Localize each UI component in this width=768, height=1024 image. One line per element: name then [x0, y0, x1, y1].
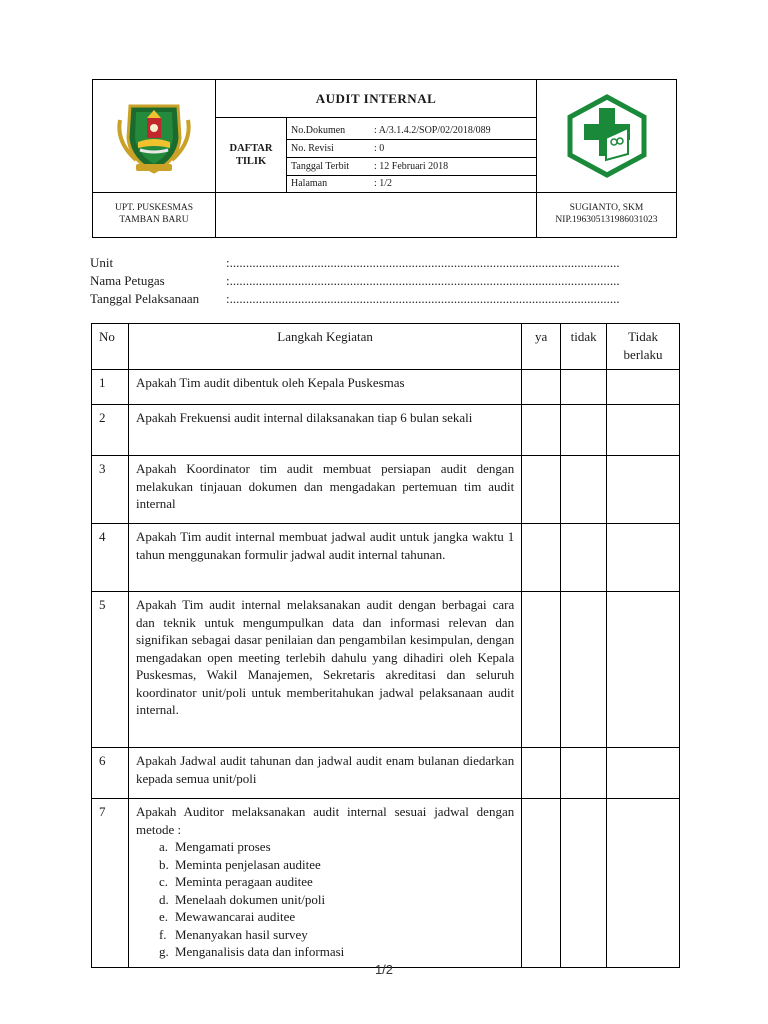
- list-item: [159, 891, 514, 909]
- list-item-text: Mengamati proses: [174, 839, 271, 854]
- meta-label: No. Revisi: [291, 143, 334, 154]
- list-marker: e.: [158, 909, 168, 924]
- check-cell-no[interactable]: [561, 370, 607, 405]
- list-marker: f.: [158, 926, 167, 942]
- meta-row-page: [286, 175, 536, 195]
- table-row: [92, 592, 680, 748]
- row-question: Apakah Tim audit dibentuk oleh Kepala Puskesmas: [128, 370, 521, 405]
- field-label: Tanggal Pelaksanaan: [90, 291, 200, 306]
- column-header-step: Langkah Kegiatan: [128, 324, 521, 370]
- meta-row-revision: [286, 140, 536, 160]
- check-cell-yes[interactable]: [522, 748, 561, 799]
- regional-emblem-icon: [116, 98, 192, 176]
- check-cell-yes[interactable]: [522, 524, 561, 592]
- check-cell-no[interactable]: [561, 799, 607, 968]
- table-row: [92, 799, 680, 968]
- list-marker: g.: [158, 944, 169, 959]
- check-cell-not-applicable[interactable]: [607, 405, 680, 456]
- check-cell-yes[interactable]: [522, 456, 561, 524]
- table-row: [92, 405, 680, 456]
- row-number: 7: [92, 799, 129, 968]
- list-item-text: Menganalisis data dan informasi: [174, 944, 345, 959]
- list-item-text: Mewawancarai auditee: [174, 909, 296, 924]
- list-item-text: Meminta penjelasan auditee: [174, 856, 321, 872]
- table-row: [92, 456, 680, 524]
- list-item-text: Meminta peragaan auditee: [174, 874, 313, 889]
- check-cell-not-applicable[interactable]: [607, 456, 680, 524]
- field-unit: [90, 255, 620, 271]
- meta-label: Tanggal Terbit: [291, 161, 350, 172]
- check-cell-not-applicable[interactable]: [607, 370, 680, 405]
- column-header-not-applicable: Tidak berlaku: [607, 324, 680, 370]
- check-cell-yes[interactable]: [522, 370, 561, 405]
- row-number: 5: [92, 592, 129, 748]
- list-item: [159, 926, 514, 944]
- row-number: 4: [92, 524, 129, 592]
- field-label: Unit: [90, 255, 114, 270]
- check-cell-not-applicable[interactable]: [607, 799, 680, 968]
- table-row: [92, 524, 680, 592]
- field-officer-name: [90, 273, 620, 289]
- list-item: [159, 943, 514, 961]
- row-question: Apakah Koordinator tim audit membuat persiapan audit dengan melakukan tinjauan dokumen dan mengadakan pertemuan tim audit internal: [128, 456, 521, 524]
- list-marker: d.: [158, 891, 169, 907]
- check-cell-no[interactable]: [561, 748, 607, 799]
- list-marker: b.: [158, 856, 169, 872]
- list-item-text: Menelaah dokumen unit/poli: [174, 891, 326, 907]
- column-header-no-answer: tidak: [561, 324, 607, 370]
- row-number: 2: [92, 405, 129, 456]
- meta-value: : 1/2: [374, 178, 393, 189]
- puskesmas-logo-icon: [566, 94, 648, 178]
- check-cell-not-applicable[interactable]: [607, 524, 680, 592]
- page-indicator: 1/2: [374, 962, 394, 977]
- field-input-line[interactable]: :........................................................................................................................: [226, 291, 620, 306]
- check-cell-no[interactable]: [561, 405, 607, 456]
- field-input-line[interactable]: :........................................................................................................................: [226, 255, 620, 270]
- document-type: DAFTAR TILIK: [229, 143, 273, 167]
- document-title: AUDIT INTERNAL: [315, 91, 437, 106]
- table-row: [92, 748, 680, 799]
- row-number: 6: [92, 748, 129, 799]
- list-item: [159, 838, 514, 856]
- meta-value: : 12 Februari 2018: [374, 161, 449, 172]
- meta-value: : 0: [374, 143, 385, 154]
- row-question: [128, 799, 521, 968]
- checklist-table: [91, 323, 680, 968]
- row-question: Apakah Frekuensi audit internal dilaksanakan tiap 6 bulan sekali: [128, 405, 521, 456]
- table-row: [92, 370, 680, 405]
- list-marker: a.: [158, 839, 168, 854]
- check-cell-yes[interactable]: [522, 799, 561, 968]
- signer-name: SUGIANTO, SKM: [569, 203, 644, 213]
- list-item: [159, 908, 514, 926]
- row-number: 1: [92, 370, 129, 405]
- row-number: 3: [92, 456, 129, 524]
- list-item: [159, 873, 514, 891]
- field-label: Nama Petugas: [90, 273, 165, 288]
- meta-label: No.Dokumen: [291, 125, 346, 136]
- signer-nip: NIP.196305131986031023: [555, 215, 658, 225]
- meta-value: : A/3.1.4.2/SOP/02/2018/089: [374, 125, 491, 136]
- row-question: Apakah Tim audit internal membuat jadwal audit untuk jangka waktu 1 tahun menggunakan formulir jadwal audit internal tahunan.: [128, 524, 521, 592]
- check-cell-yes[interactable]: [522, 405, 561, 456]
- check-cell-not-applicable[interactable]: [607, 748, 680, 799]
- meta-row-doc-number: [286, 120, 536, 140]
- organization-name: UPT. PUSKESMAS TAMBAN BARU: [115, 203, 193, 225]
- check-cell-no[interactable]: [561, 592, 607, 748]
- field-implementation-date: [90, 291, 620, 307]
- row-question: Apakah Jadwal audit tahunan dan jadwal audit enam bulanan diedarkan kepada semua unit/poli: [128, 748, 521, 799]
- field-input-line[interactable]: :........................................................................................................................: [226, 273, 620, 288]
- list-marker: c.: [158, 874, 168, 889]
- column-header-no: No: [92, 324, 129, 370]
- check-cell-not-applicable[interactable]: [607, 592, 680, 748]
- table-header-row: [92, 324, 680, 370]
- check-cell-no[interactable]: [561, 456, 607, 524]
- list-item: [159, 856, 514, 874]
- row-question-text: Apakah Auditor melaksanakan audit internal sesuai jadwal dengan metode :: [135, 804, 515, 837]
- check-cell-yes[interactable]: [522, 592, 561, 748]
- method-list: [136, 838, 514, 961]
- list-item-text: Menanyakan hasil survey: [174, 926, 308, 942]
- check-cell-no[interactable]: [561, 524, 607, 592]
- meta-label: Halaman: [291, 178, 328, 189]
- row-question: Apakah Tim audit internal melaksanakan audit dengan berbagai cara dan teknik untuk mengumpulkan data dan informasi relevan dan signifikan sebagai dasar penilaian dan pengambilan kesimpulan, dengan mengadakan open meeting terlebih dahulu yang dihadiri oleh Kepala Puskesmas, Wakil Manajemen, Sekretaris akreditasi dan seluruh koordinator unit/poli untuk memberitahukan jadwal pelaksanaan audit internal.: [128, 592, 521, 748]
- column-header-yes: ya: [522, 324, 561, 370]
